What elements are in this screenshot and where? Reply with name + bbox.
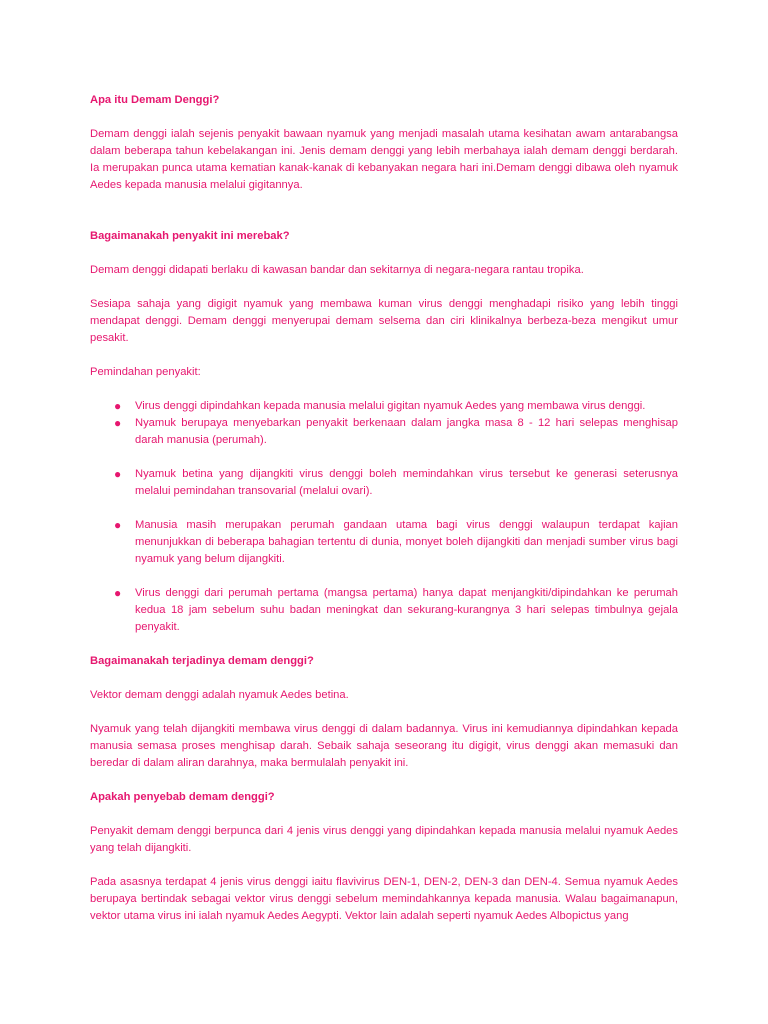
heading-apa-itu-demam-denggi: Apa itu Demam Denggi? [90,94,220,106]
paragraph-cause: Penyakit demam denggi berpunca dari 4 jenis virus denggi yang dipindahkan kepada manusia melalui nyamuk Aedes yang telah dijangkiti. [90,825,678,854]
bullet-icon: ● [114,518,122,532]
transmission-list [90,398,678,636]
document-page [90,92,678,925]
list-item-text: Virus denggi dipindahkan kepada manusia melalui gigitan nyamuk Aedes yang membawa virus denggi. [135,400,646,412]
paragraph-transmission-label: Pemindahan penyakit: [90,366,201,378]
list-item [90,415,678,449]
heading-apakah-penyebab: Apakah penyebab demam denggi? [90,791,275,803]
heading-bagaimanakah-terjadinya: Bagaimanakah terjadinya demam denggi? [90,655,314,667]
heading-bagaimanakah-merebak: Bagaimanakah penyakit ini merebak? [90,230,290,242]
list-item [90,517,678,568]
list-item-text: Manusia masih merupakan perumah gandaan utama bagi virus denggi walaupun terdapat kajian menunjukkan di beberapa bahagian tertentu di dunia, monyet boleh dijangkiti dan menjadi sumber virus bagi nyamuk yang belum dijangkiti. [135,519,678,565]
paragraph-infection-process: Nyamuk yang telah dijangkiti membawa virus denggi di dalam badannya. Virus ini kemudiannya dipindahkan kepada manusia semasa proses menghisap darah. Sebaik sahaja seseorang itu digigit, virus denggi akan memasuki dan beredar di dalam aliran darahnya, maka bermulalah penyakit ini. [90,723,678,769]
bullet-icon: ● [114,467,122,481]
paragraph-risk: Sesiapa sahaja yang digigit nyamuk yang membawa kuman virus denggi menghadapi risiko yang lebih tinggi mendapat denggi. Demam denggi menyerupai demam selsema dan ciri klinikalnya berbeza-beza mengikut umur pesakit. [90,298,678,344]
list-item-text: Nyamuk berupaya menyebarkan penyakit berkenaan dalam jangka masa 8 - 12 hari selepas menghisap darah manusia (perumah). [135,417,678,446]
bullet-icon: ● [114,399,122,413]
list-item [90,585,678,636]
list-item-text: Virus denggi dari perumah pertama (mangsa pertama) hanya dapat menjangkiti/dipindahkan ke perumah kedua 18 jam sebelum suhu badan meningkat dan sekurang-kurangnya 3 hari selepas timbulnya gejala penyakit. [135,587,678,633]
paragraph-virus-types: Pada asasnya terdapat 4 jenis virus denggi iaitu flavivirus DEN-1, DEN-2, DEN-3 dan DEN-4. Semua nyamuk Aedes berupaya bertindak sebagai vektor virus denggi sebelum memindahkannya kepada manusia. Walau bagaimanapun, vektor utama virus ini ialah nyamuk Aedes Aegypti. Vektor lain adalah seperti nyamuk Aedes Albopictus yang [90,876,678,922]
list-item [90,398,678,415]
list-item-text: Nyamuk betina yang dijangkiti virus denggi boleh memindahkan virus tersebut ke generasi seterusnya melalui pemindahan transovarial (melalui ovari). [135,468,678,497]
paragraph-vector: Vektor demam denggi adalah nyamuk Aedes betina. [90,689,349,701]
paragraph-tropical-regions: Demam denggi didapati berlaku di kawasan bandar dan sekitarnya di negara-negara rantau tropika. [90,264,584,276]
bullet-icon: ● [114,416,122,430]
bullet-icon: ● [114,586,122,600]
paragraph-definition: Demam denggi ialah sejenis penyakit bawaan nyamuk yang menjadi masalah utama kesihatan awam antarabangsa dalam beberapa tahun kebelakangan ini. Jenis demam denggi yang lebih merbahaya ialah demam denggi berdarah. Ia merupakan punca utama kematian kanak-kanak di kebanyakan negara hari ini.Demam denggi dibawa oleh nyamuk Aedes kepada manusia melalui gigitannya. [90,128,678,191]
list-item [90,466,678,500]
